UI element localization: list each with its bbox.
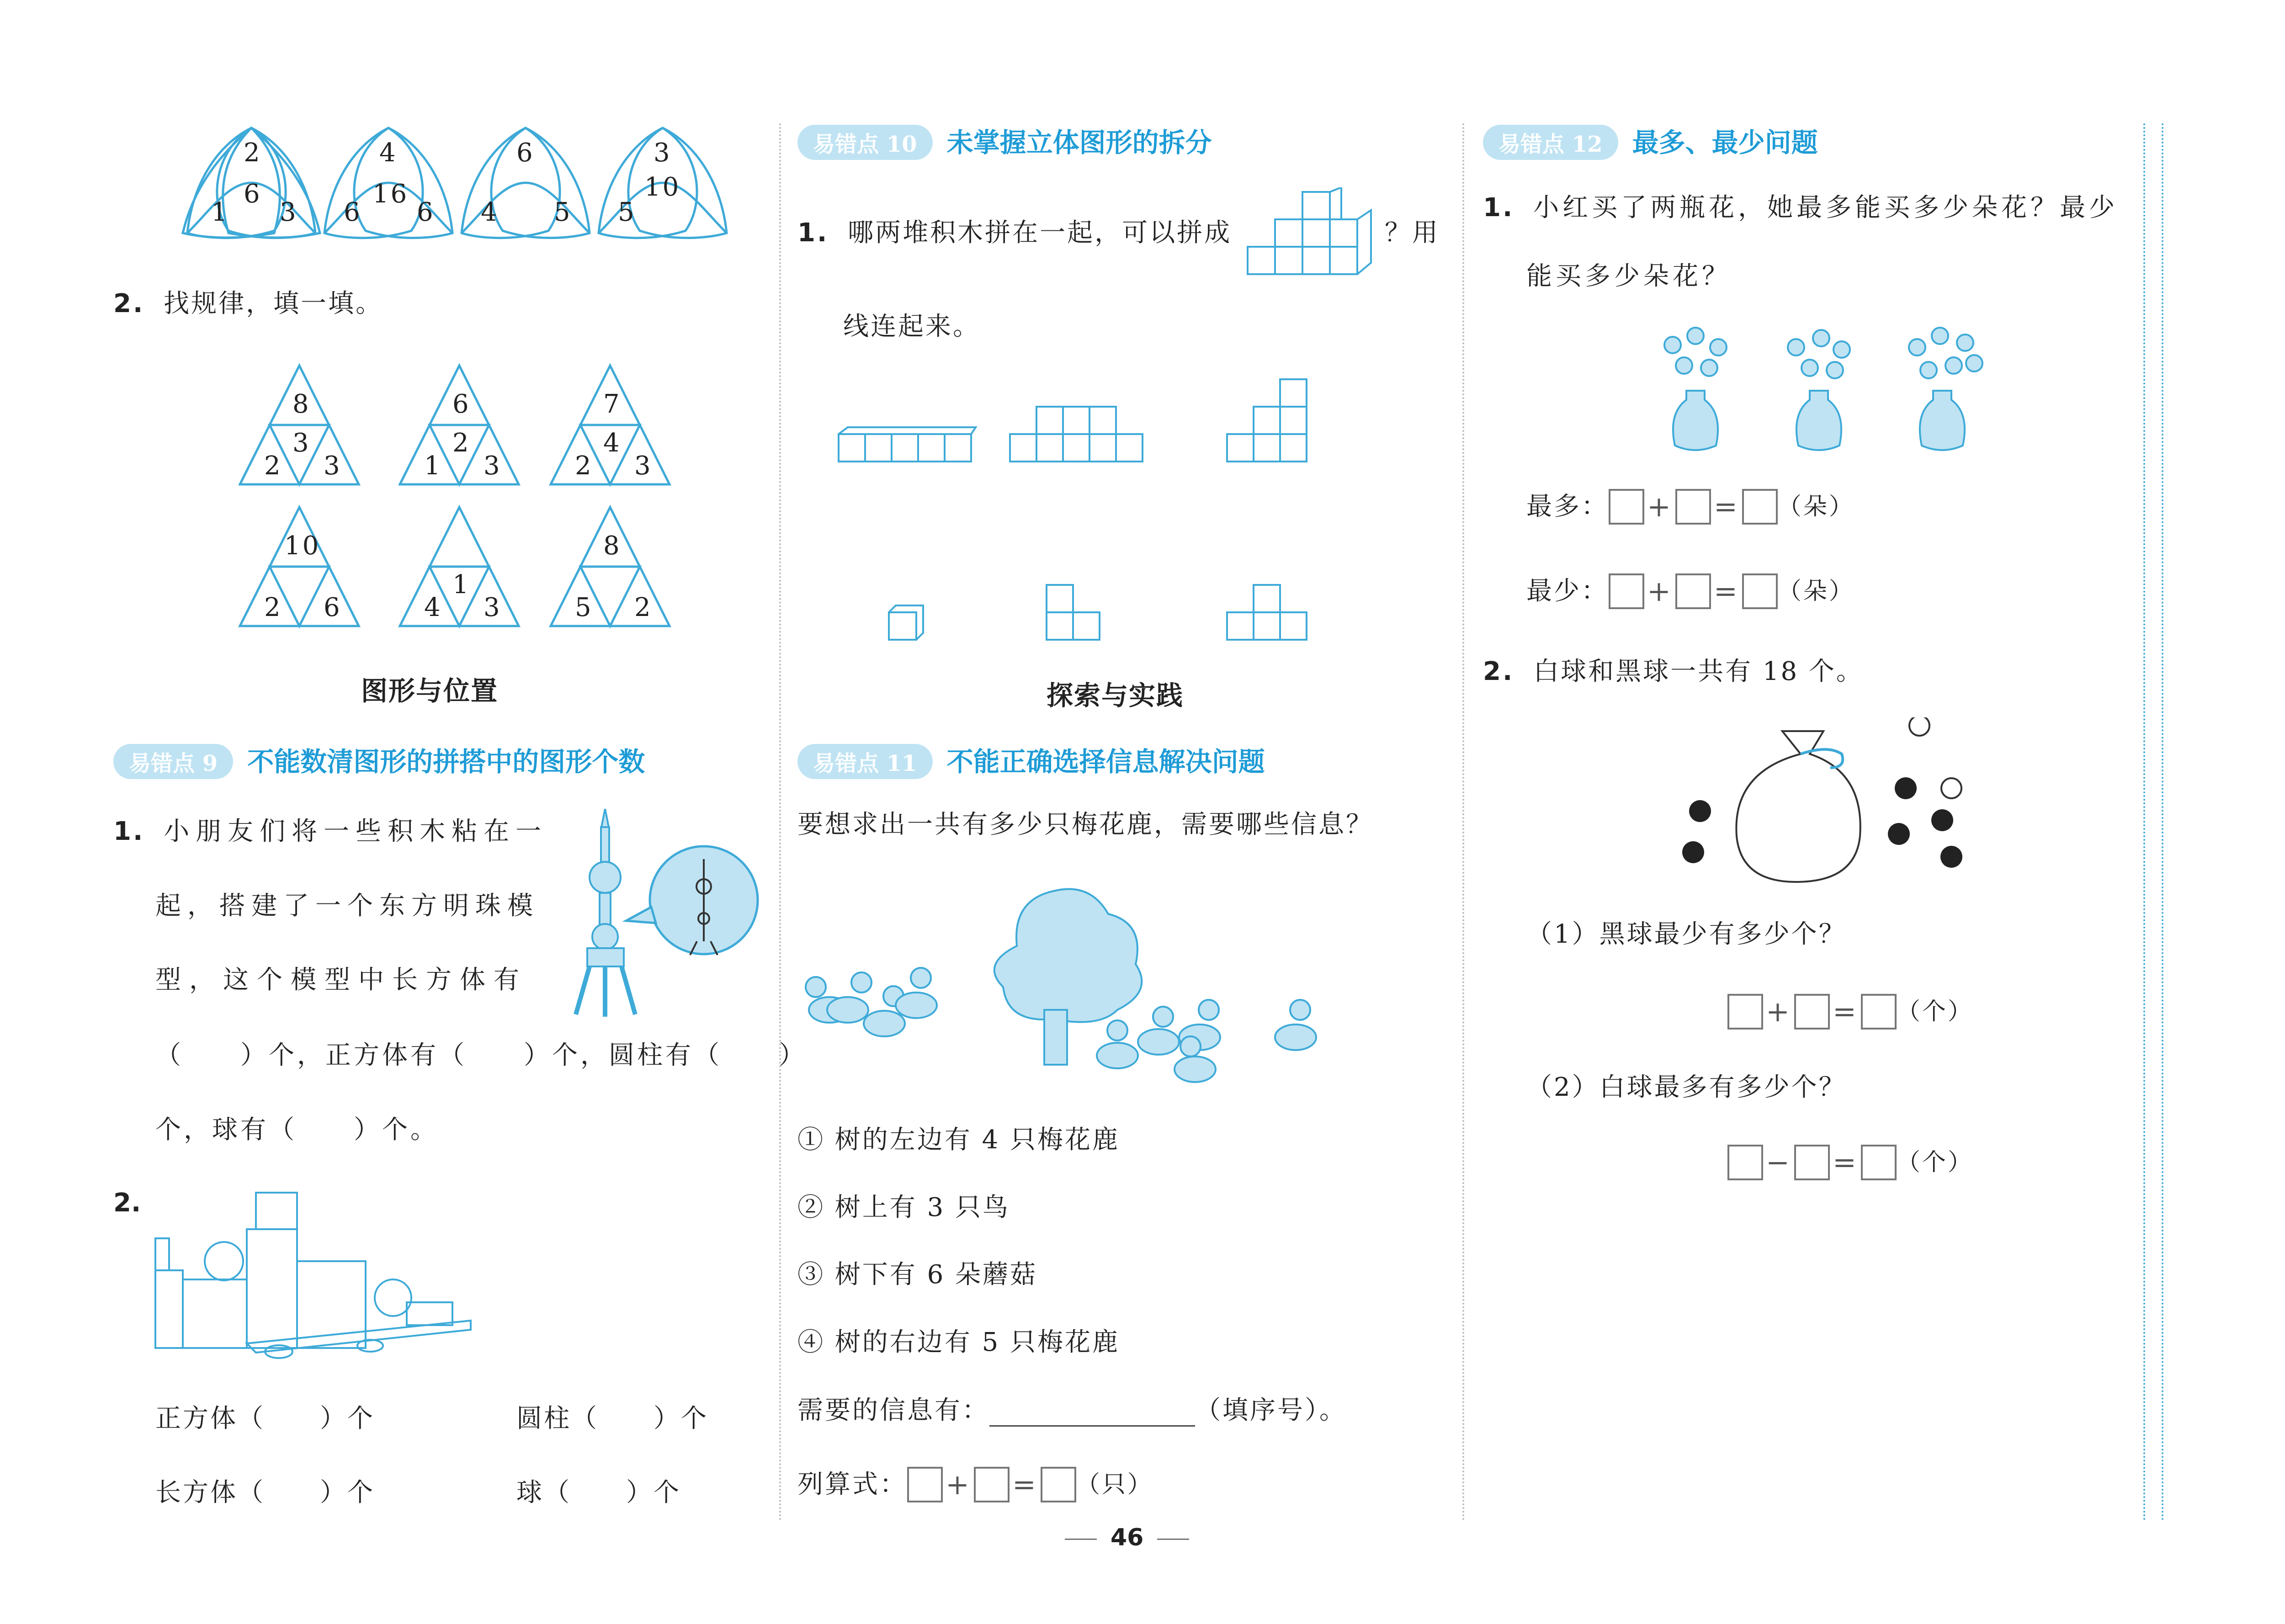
venn-3-top: 6 xyxy=(516,138,535,168)
question-text: 白球和黑球一共有 18 个。 xyxy=(1533,657,1864,686)
target-block-stack xyxy=(1243,187,1385,279)
vase-1 xyxy=(1664,328,1727,450)
formula-label: 列算式： xyxy=(797,1470,907,1499)
tri-1-top: 8 xyxy=(292,389,311,419)
column-divider-1 xyxy=(779,123,781,1522)
venn-3-right: 5 xyxy=(554,197,572,227)
question-text: 小红买了两瓶花，她最多能买多少朵花？最少 xyxy=(1533,193,2119,223)
footer-dash xyxy=(1157,1539,1189,1540)
tri-2-mid: 2 xyxy=(452,428,471,458)
tri-1-right: 3 xyxy=(324,451,342,481)
venn-3-left: 4 xyxy=(481,197,499,227)
tri-6-left: 5 xyxy=(575,593,593,622)
question-number: 1. xyxy=(797,218,829,248)
need-info-line xyxy=(797,1395,1347,1427)
error-point-badge: 易错点 10 xyxy=(797,125,933,160)
bag-and-balls-illustration xyxy=(1673,717,1983,891)
page-footer xyxy=(1065,1524,1189,1551)
plus-sign: + xyxy=(1647,574,1673,608)
tri-1-mid: 3 xyxy=(292,428,311,458)
tri-4-right: 6 xyxy=(324,593,342,622)
tri-2-right: 3 xyxy=(484,451,502,481)
column-divider-2 xyxy=(1462,123,1464,1522)
ge-unit: （个） xyxy=(1896,1149,1973,1176)
equals-sign: = xyxy=(1713,574,1739,608)
fill-cylinder-count: 圆柱（ ）个 xyxy=(516,1404,708,1433)
deer-and-tree-illustration xyxy=(797,873,1355,1110)
q1-line-5: 个，球有（ ）个。 xyxy=(155,1115,439,1145)
col3-q1-line-1 xyxy=(1483,192,2118,224)
vase-3 xyxy=(1909,328,1982,450)
venn-2-right: 6 xyxy=(417,197,435,227)
answer-box[interactable] xyxy=(1041,1467,1076,1502)
equals-sign: = xyxy=(1832,1146,1858,1179)
deer-right-group xyxy=(1097,1000,1316,1082)
vase-2 xyxy=(1788,330,1850,450)
tri-5-left: 4 xyxy=(424,593,442,622)
answer-box[interactable] xyxy=(1794,994,1830,1030)
plus-sign: + xyxy=(1647,490,1673,523)
formula-unit: （只） xyxy=(1076,1471,1153,1498)
answer-box[interactable] xyxy=(1675,573,1711,609)
tri-3-left: 2 xyxy=(575,451,593,481)
block-piles xyxy=(836,375,1344,649)
venn-1-top: 2 xyxy=(244,138,262,168)
tri-4-left: 2 xyxy=(264,593,282,622)
tri-3-top: 7 xyxy=(603,389,622,419)
need-info-blank[interactable] xyxy=(989,1402,1195,1427)
error-point-12-header xyxy=(1483,121,1818,160)
most-label: 最多： xyxy=(1526,492,1609,521)
tri-3-right: 3 xyxy=(634,451,653,481)
answer-box[interactable] xyxy=(1609,489,1644,525)
answer-box[interactable] xyxy=(1861,1145,1897,1180)
need-info-tail: （填序号）。 xyxy=(1195,1396,1347,1425)
deer-question: 要想求出一共有多少只梅花鹿，需要哪些信息？ xyxy=(797,810,1373,839)
col2-q1-line-2: 线连起来。 xyxy=(843,312,980,341)
right-margin-line xyxy=(2143,123,2145,1522)
answer-box[interactable] xyxy=(1727,994,1763,1030)
least-label: 最少： xyxy=(1526,576,1609,606)
error-point-10-header xyxy=(797,121,1212,160)
answer-box[interactable] xyxy=(974,1467,1010,1502)
fill-cuboid-count: 长方体（ ）个 xyxy=(155,1478,375,1507)
fill-cube-count: 正方体（ ）个 xyxy=(155,1404,375,1433)
sub2-formula xyxy=(1727,1145,1973,1180)
flower-unit: （朵） xyxy=(1777,578,1855,605)
venn-4-center: 10 xyxy=(644,172,681,202)
col2-q1-line-1-tail: ？用 xyxy=(1385,218,1440,248)
fill-sphere-count: 球（ ）个 xyxy=(516,1478,681,1507)
plus-sign: + xyxy=(1766,995,1791,1028)
tri-4-top: 10 xyxy=(284,531,321,561)
question-text: 找规律，填一填。 xyxy=(164,289,383,318)
answer-box[interactable] xyxy=(1609,573,1644,609)
sub-question-1: （1）黑球最少有多少个？ xyxy=(1526,919,1846,949)
error-point-title: 不能数清图形的拼搭中的图形个数 xyxy=(247,746,645,777)
deer-left-group xyxy=(806,968,937,1036)
option-1: ① 树的左边有 4 只梅花鹿 xyxy=(797,1125,1120,1155)
section-title-shape-position: 图形与位置 xyxy=(361,675,499,706)
ge-unit: （个） xyxy=(1896,998,1973,1025)
most-line xyxy=(1526,489,1855,525)
error-point-title: 不能正确选择信息解决问题 xyxy=(946,746,1265,777)
tri-2-left: 1 xyxy=(424,451,442,481)
equals-sign: = xyxy=(1012,1468,1038,1501)
sub1-formula xyxy=(1727,994,1973,1030)
plus-sign: + xyxy=(946,1468,971,1501)
q1-line-3: 型，这个模型中长方体有 xyxy=(155,965,527,995)
equals-sign: = xyxy=(1713,490,1739,523)
answer-box[interactable] xyxy=(907,1467,943,1502)
col3-q2 xyxy=(1483,656,1864,688)
venn-2-left: 6 xyxy=(344,197,362,227)
answer-box[interactable] xyxy=(1794,1145,1830,1180)
venn-1-right: 3 xyxy=(280,197,298,227)
error-point-badge: 易错点 12 xyxy=(1483,125,1618,160)
error-point-title: 未掌握立体图形的拆分 xyxy=(946,127,1212,158)
tri-6-top: 8 xyxy=(603,531,622,561)
oriental-pearl-tower-illustration xyxy=(562,809,763,1028)
col3-q1-line-2: 能买多少朵花？ xyxy=(1526,261,1731,291)
q1-line-2: 起，搭建了一个东方明珠模 xyxy=(155,891,539,921)
venn-2-top: 4 xyxy=(379,138,398,168)
flower-vases-illustration xyxy=(1654,327,2006,459)
formula-line xyxy=(797,1467,1153,1502)
option-2: ② 树上有 3 只鸟 xyxy=(797,1193,1010,1222)
flower-unit: （朵） xyxy=(1777,493,1855,520)
venn-1-left: 1 xyxy=(211,197,229,227)
tri-2-top: 6 xyxy=(452,389,471,419)
tri-6-right: 2 xyxy=(634,593,653,622)
question-number: 2. xyxy=(113,289,145,318)
tri-1-left: 2 xyxy=(264,451,282,481)
option-4: ④ 树的右边有 5 只梅花鹿 xyxy=(797,1327,1120,1357)
answer-box[interactable] xyxy=(1727,1145,1763,1180)
footer-dash xyxy=(1065,1539,1097,1540)
sub-question-2: （2）白球最多有多少个？ xyxy=(1526,1072,1846,1102)
error-point-badge: 易错点 9 xyxy=(113,744,233,779)
minus-sign: − xyxy=(1766,1146,1791,1179)
q1-text-line: 小朋友们将一些积木粘在一 xyxy=(164,817,548,846)
question-number: 1. xyxy=(1483,193,1514,223)
question-2-find-pattern xyxy=(113,288,383,320)
answer-box[interactable] xyxy=(1742,573,1778,609)
question-2b-number: 2. xyxy=(113,1188,141,1218)
q1-line-4: （ ）个，正方体有（ ）个，圆柱有（ ） xyxy=(155,1040,807,1070)
question-number: 1. xyxy=(113,817,145,846)
equals-sign: = xyxy=(1832,995,1858,1028)
page-number: 46 xyxy=(1111,1524,1144,1551)
tri-5-mid: 1 xyxy=(452,570,471,600)
error-point-title: 最多、最少问题 xyxy=(1632,127,1818,158)
section-title-explore-practice: 探索与实践 xyxy=(1047,680,1184,711)
q1-line-1 xyxy=(113,816,547,848)
least-line xyxy=(1526,573,1855,609)
error-point-badge: 易错点 11 xyxy=(797,744,933,779)
venn-1-center: 6 xyxy=(244,179,262,209)
error-point-11-header xyxy=(797,740,1265,779)
tri-5-right: 3 xyxy=(484,593,502,622)
right-margin-line-2 xyxy=(2162,123,2163,1522)
question-text: 哪两堆积木拼在一起，可以拼成 xyxy=(848,218,1232,248)
option-3: ③ 树下有 6 朵蘑菇 xyxy=(797,1260,1038,1290)
answer-box[interactable] xyxy=(1861,994,1897,1030)
venn-4-top: 3 xyxy=(654,138,672,168)
venn-4-left: 5 xyxy=(618,197,636,227)
venn-2-center: 16 xyxy=(372,179,409,209)
answer-box[interactable] xyxy=(1742,489,1778,525)
tri-3-mid: 4 xyxy=(603,428,622,458)
col2-q1-line-1 xyxy=(797,217,1232,249)
answer-box[interactable] xyxy=(1675,489,1711,525)
solid-shapes-illustration xyxy=(151,1179,480,1362)
question-number: 2. xyxy=(1483,657,1514,686)
need-info-label: 需要的信息有： xyxy=(797,1396,989,1425)
error-point-9-header xyxy=(113,740,645,779)
